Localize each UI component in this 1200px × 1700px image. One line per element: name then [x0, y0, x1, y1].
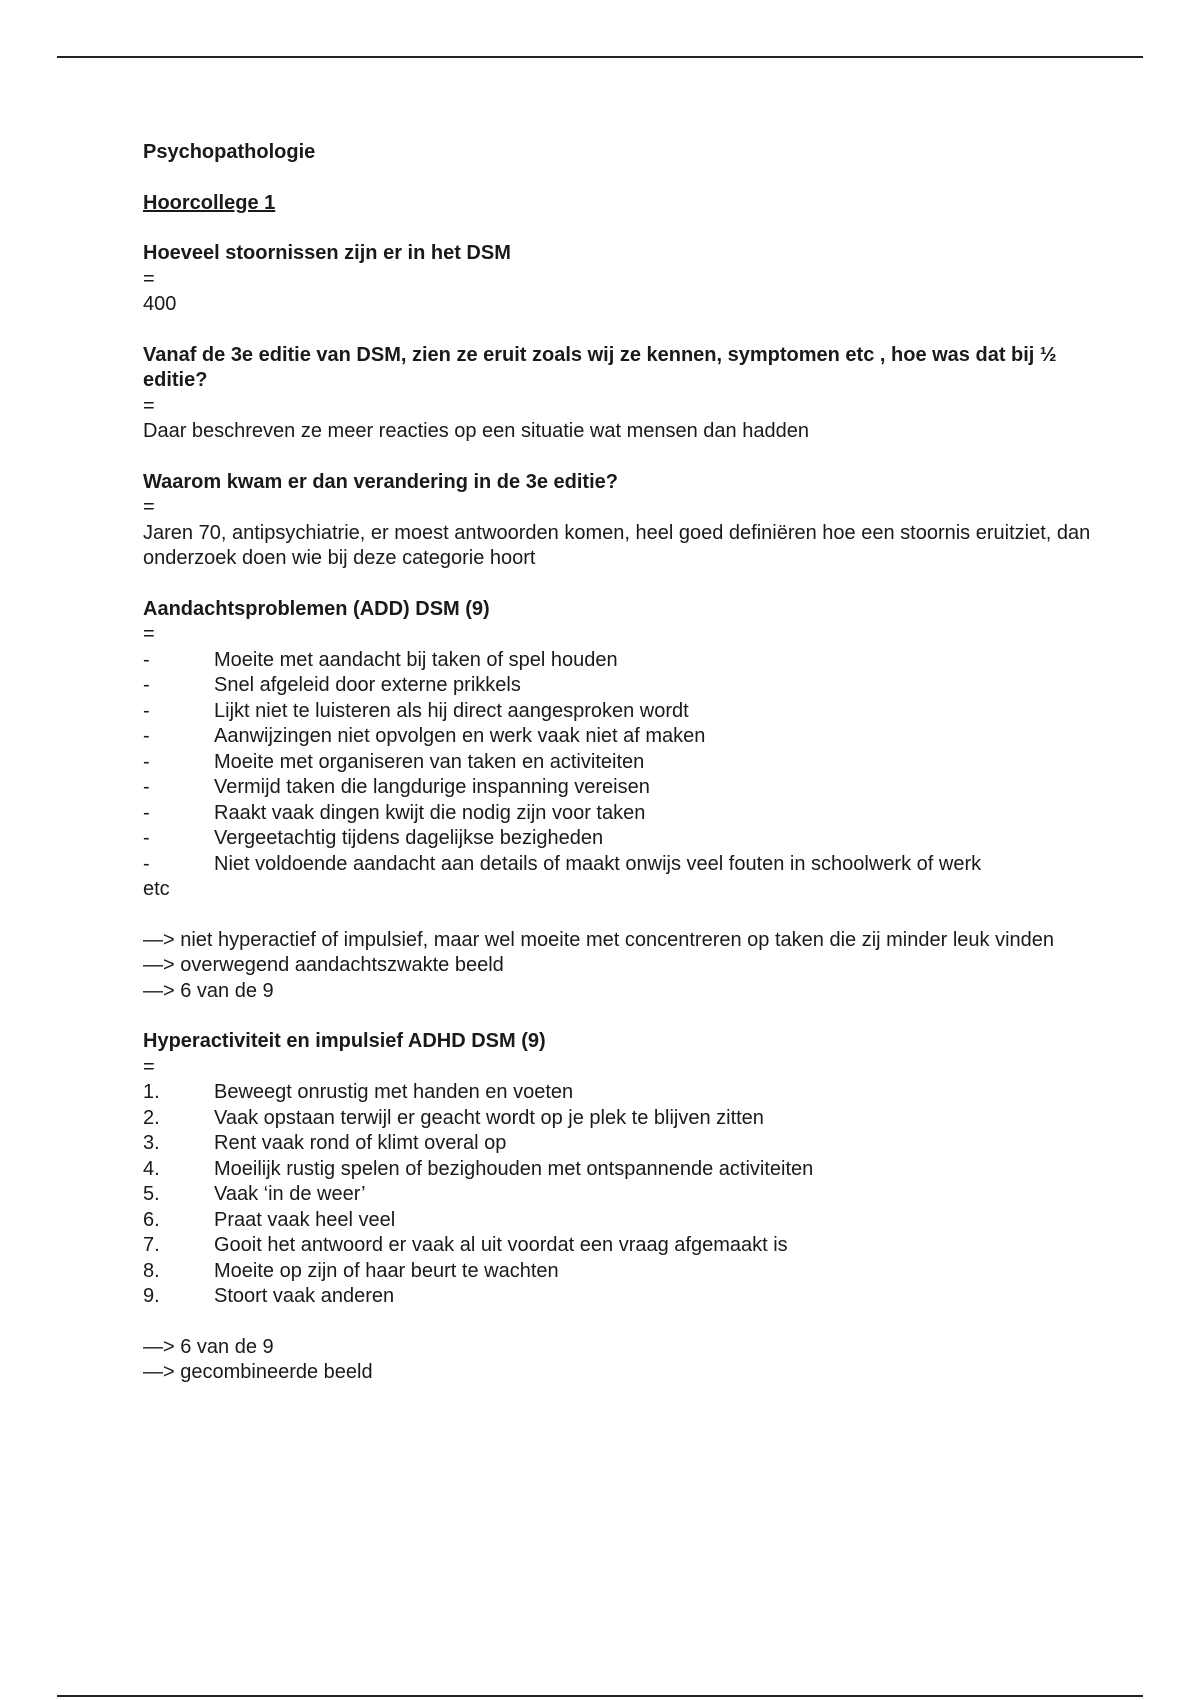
- list-item: [143, 1208, 1093, 1234]
- add-criteria-section: [143, 597, 1093, 1005]
- list-item: [143, 1080, 1093, 1106]
- bullet-marker: -: [143, 648, 150, 671]
- list-item-text: Vermijd taken die langdurige inspanning vereisen: [214, 776, 650, 798]
- question-heading: Vanaf de 3e editie van DSM, zien ze eruit zoals wij ze kennen, symptomen etc , hoe was dat bij ½ editie?: [143, 343, 1057, 391]
- bullet-marker: -: [143, 827, 150, 849]
- number-marker: 5.: [143, 1183, 160, 1205]
- qa-section: [143, 343, 1093, 445]
- list-item-text: Moeite op zijn of haar beurt te wachten: [214, 1259, 559, 1282]
- number-marker: 8.: [143, 1259, 160, 1282]
- list-item-text: Vergeetachtig tijdens dagelijkse bezigheden: [214, 827, 604, 849]
- list-item-text: Lijkt niet te luisteren als hij direct aangesproken wordt: [214, 699, 689, 722]
- question-heading: Hoeveel stoornissen zijn er in het DSM: [143, 242, 511, 264]
- question-heading: Hyperactiviteit en impulsief ADHD DSM (9): [143, 1030, 546, 1052]
- list-item: [143, 1157, 1093, 1183]
- list-item-text: Beweegt onrustig met handen en voeten: [214, 1081, 574, 1103]
- list-item-text: Gooit het antwoord er vaak al uit voordat een vraag afgemaakt is: [214, 1234, 788, 1256]
- number-marker: 9.: [143, 1285, 160, 1307]
- bullet-marker: -: [143, 750, 150, 773]
- question-heading: Aandachtsproblemen (ADD) DSM (9): [143, 597, 490, 620]
- list-item-text: Vaak opstaan terwijl er geacht wordt op je plek te blijven zitten: [214, 1106, 764, 1129]
- bullet-marker: -: [143, 725, 150, 747]
- bullet-marker: -: [143, 674, 150, 696]
- top-rule: [57, 56, 1143, 58]
- list-item: [143, 724, 1093, 750]
- add-criteria-list: [143, 648, 1093, 878]
- notes-block: [143, 1335, 1093, 1386]
- list-tail-text: etc: [143, 878, 170, 900]
- adhd-criteria-section: [143, 1029, 1093, 1386]
- list-item-text: Niet voldoende aandacht aan details of maakt onwijs veel fouten in schoolwerk of werk: [214, 852, 982, 875]
- list-item-text: Snel afgeleid door externe prikkels: [214, 674, 521, 696]
- equals-sign: =: [143, 1055, 155, 1078]
- list-item: [143, 775, 1093, 801]
- number-marker: 6.: [143, 1208, 160, 1231]
- list-item-text: Praat vaak heel veel: [214, 1208, 396, 1231]
- note-line: —> 6 van de 9: [143, 979, 274, 1002]
- list-item-text: Vaak ‘in de weer’: [214, 1183, 366, 1205]
- answer-text: Daar beschreven ze meer reacties op een situatie wat mensen dan hadden: [143, 420, 809, 442]
- equals-sign: =: [143, 496, 155, 518]
- list-item: [143, 1131, 1093, 1157]
- list-item: [143, 1106, 1093, 1132]
- list-item: [143, 826, 1093, 852]
- list-item: [143, 673, 1093, 699]
- bullet-marker: -: [143, 699, 150, 722]
- bottom-rule: [57, 1695, 1143, 1697]
- number-marker: 4.: [143, 1157, 160, 1180]
- list-item-text: Raakt vaak dingen kwijt die nodig zijn voor taken: [214, 801, 646, 824]
- adhd-criteria-list: [143, 1080, 1093, 1310]
- document-body: [143, 140, 1093, 1386]
- list-item: [143, 1233, 1093, 1259]
- answer-text: Jaren 70, antipsychiatrie, er moest antwoorden komen, heel goed definiëren hoe een stoornis eruitziet, dan onderzoek doen wie bij deze categorie hoort: [143, 521, 1091, 569]
- list-item: [143, 699, 1093, 725]
- bullet-marker: -: [143, 776, 150, 798]
- answer-text: 400: [143, 293, 177, 315]
- list-item: [143, 1284, 1093, 1310]
- list-item-text: Moeilijk rustig spelen of bezighouden met ontspannende activiteiten: [214, 1157, 814, 1180]
- list-item: [143, 1182, 1093, 1208]
- number-marker: 1.: [143, 1081, 160, 1103]
- equals-sign: =: [143, 394, 155, 417]
- number-marker: 2.: [143, 1106, 160, 1129]
- list-item: [143, 648, 1093, 674]
- equals-sign: =: [143, 623, 155, 645]
- list-item: [143, 750, 1093, 776]
- list-item-text: Rent vaak rond of klimt overal op: [214, 1132, 507, 1154]
- note-line: —> gecombineerde beeld: [143, 1361, 373, 1383]
- document-title: Psychopathologie: [143, 141, 316, 163]
- list-item: [143, 1259, 1093, 1285]
- qa-section: [143, 470, 1093, 572]
- qa-section: [143, 241, 1093, 318]
- list-item-text: Moeite met aandacht bij taken of spel houden: [214, 648, 618, 671]
- list-item-text: Stoort vaak anderen: [214, 1285, 395, 1307]
- notes-block: [143, 928, 1093, 1005]
- list-item: [143, 852, 1093, 878]
- number-marker: 3.: [143, 1132, 160, 1154]
- note-line: —> overwegend aandachtszwakte beeld: [143, 954, 504, 976]
- question-heading: Waarom kwam er dan verandering in de 3e editie?: [143, 470, 618, 493]
- list-item-text: Aanwijzingen niet opvolgen en werk vaak niet af maken: [214, 725, 706, 747]
- note-line: —> 6 van de 9: [143, 1335, 274, 1358]
- list-item: [143, 801, 1093, 827]
- list-item-text: Moeite met organiseren van taken en activiteiten: [214, 750, 645, 773]
- note-line: —> niet hyperactief of impulsief, maar wel moeite met concentreren op taken die zij minder leuk vinden: [143, 928, 1055, 951]
- equals-sign: =: [143, 267, 155, 290]
- lecture-heading: Hoorcollege 1: [143, 191, 276, 214]
- bullet-marker: -: [143, 852, 150, 875]
- number-marker: 7.: [143, 1234, 160, 1256]
- bullet-marker: -: [143, 801, 150, 824]
